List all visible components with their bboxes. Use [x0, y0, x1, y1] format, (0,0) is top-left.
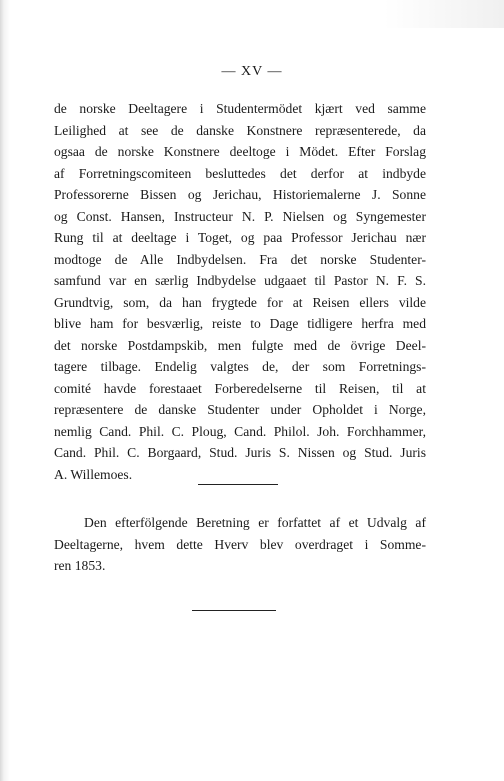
text-line: comité havde forestaaet Forberedelserne til Reisen, til at: [54, 380, 426, 396]
text-line: tagere tilbage. Endelig valgtes de, der som Forretnings-: [54, 359, 426, 374]
text-line: Deeltagerne, hvem dette Hverv blev overdraget i Somme-: [54, 536, 426, 552]
text-line: ogsaa de norske Konstnere deeltoge i Mödet. Efter Forslag: [54, 144, 426, 159]
text-line: blive ham for besværlig, reiste to Dage tidligere herfra med: [54, 316, 426, 331]
text-line: Cand. Phil. C. Borgaard, Stud. Juris S. Nissen og Stud. Juris: [54, 445, 426, 460]
text-line: modtoge de Alle Indbydelsen. Fra det norske Studenter-: [54, 251, 426, 267]
text-line: Den efterfölgende Beretning er forfattet af et Udvalg af: [84, 515, 426, 530]
text-line: Leilighed at see de danske Konstnere repræsenterede, da: [54, 122, 426, 138]
section-divider: [192, 610, 276, 611]
scan-edge-shadow: [0, 0, 10, 781]
paragraph-2: [54, 512, 426, 577]
text-line: Grundtvig, som, da han frygtede for at Reisen ellers vilde: [54, 294, 426, 310]
text-line: de norske Deeltagere i Studentermödet kjært ved samme: [54, 101, 426, 116]
text-line: af Forretningscomiteen besluttedes det derfor at indbyde: [54, 165, 426, 181]
paragraph-1: [54, 98, 426, 485]
section-divider: [198, 484, 278, 485]
text-line: nemlig Cand. Phil. C. Ploug, Cand. Philol. Joh. Forchhammer,: [54, 423, 426, 439]
text-line: det norske Postdampskib, men fulgte med de övrige Deel-: [54, 337, 426, 353]
text-line: Rung til at deeltage i Toget, og paa Professor Jerichau nær: [54, 230, 426, 245]
scan-corner-shadow: [384, 0, 504, 28]
text-line: Professorerne Bissen og Jerichau, Historiemalerne J. Sonne: [54, 187, 426, 202]
text-line: samfund var en særlig Indbydelse udgaaet til Pastor N. F. S.: [54, 273, 426, 288]
page-number-header: — XV —: [221, 64, 283, 79]
text-line: repræsentere de danske Studenter under Opholdet i Norge,: [54, 402, 426, 417]
text-line: ren 1853.: [54, 558, 106, 573]
text-line: og Const. Hansen, Instructeur N. P. Nielsen og Syngemester: [54, 208, 426, 224]
text-line: A. Willemoes.: [54, 466, 133, 482]
